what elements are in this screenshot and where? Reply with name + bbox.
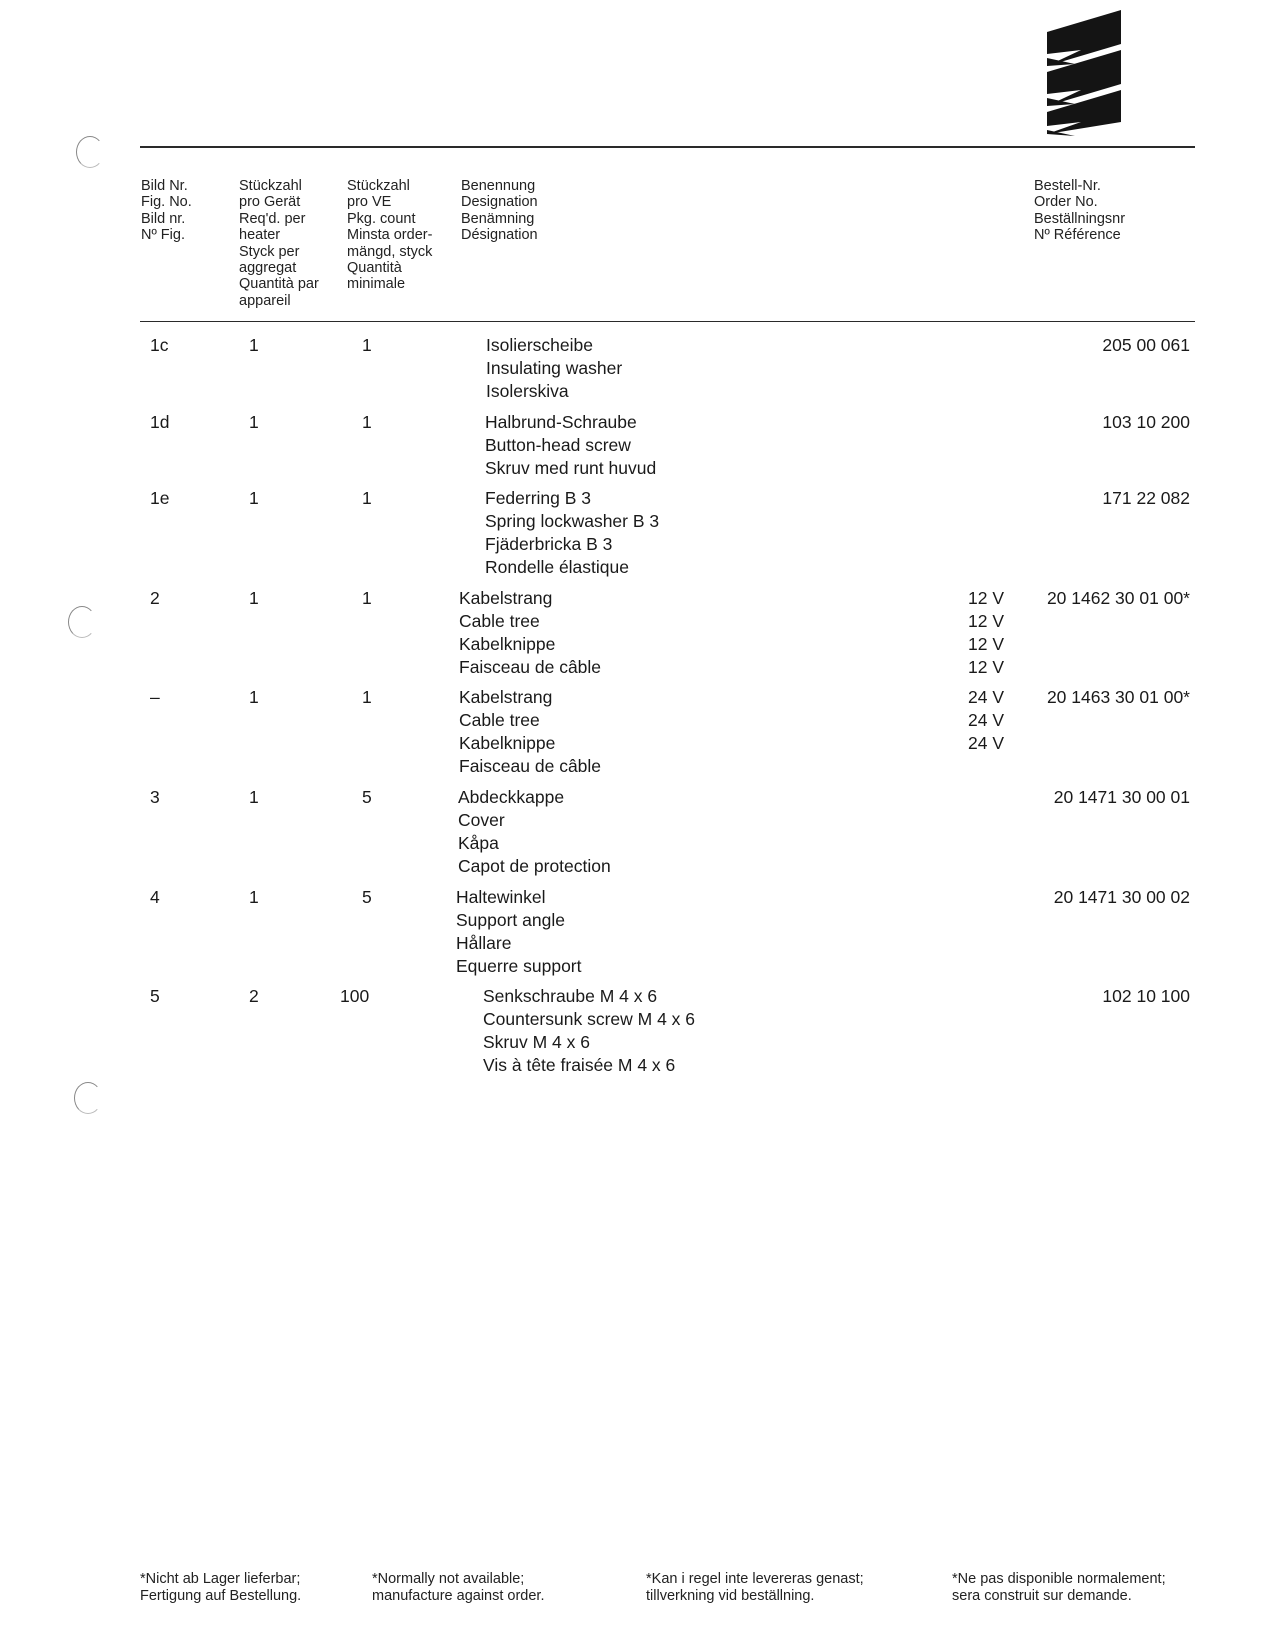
designation-line: Halbrund-Schraube	[485, 412, 637, 432]
footnote-line: manufacture against order.	[372, 1588, 545, 1604]
required-quantity: 1	[249, 488, 259, 508]
footnote-line: *Kan i regel inte levereras genast;	[646, 1571, 864, 1587]
designation-line: Isolierscheibe	[486, 335, 593, 355]
designation-line: Isolerskiva	[486, 381, 569, 401]
header-line: minimale	[347, 276, 406, 293]
designation-cell	[483, 985, 695, 1077]
header-line: mängd, styck	[347, 243, 433, 260]
header-line: Req'd. per	[239, 210, 306, 227]
header-line: appareil	[239, 292, 291, 309]
designation-cell	[456, 886, 582, 978]
designation-cell	[485, 487, 659, 579]
fig-number: 1d	[150, 412, 170, 432]
designation-line: Cable tree	[459, 710, 540, 730]
punch-hole-mark	[68, 606, 96, 638]
designation-line: Federring B 3	[485, 488, 592, 508]
header-line: Nº Fig.	[141, 227, 185, 244]
header-line: Stückzahl	[347, 178, 410, 194]
header-line: Minsta order-	[347, 227, 433, 244]
package-count: 100	[340, 986, 370, 1006]
header-top-rule	[140, 146, 1195, 148]
required-quantity: 1	[249, 787, 259, 807]
voltage-line: 12 V	[968, 611, 1004, 631]
required-quantity: 1	[249, 687, 259, 707]
footnote-swedish	[646, 1571, 864, 1605]
package-count: 5	[362, 787, 372, 807]
voltage-line: 12 V	[968, 634, 1004, 654]
required-quantity: 1	[249, 412, 259, 432]
voltage-line: 24 V	[968, 687, 1004, 707]
voltage-line: 12 V	[968, 657, 1004, 677]
designation-line: Kabelstrang	[459, 588, 553, 608]
designation-line: Haltewinkel	[456, 887, 546, 907]
header-line: Benämning	[461, 210, 535, 227]
header-line: Désignation	[461, 227, 538, 244]
header-package-count	[347, 178, 432, 293]
designation-cell	[486, 334, 622, 403]
designation-line: Capot de protection	[458, 856, 611, 876]
required-quantity: 1	[249, 887, 259, 907]
designation-line: Vis à tête fraisée M 4 x 6	[483, 1055, 676, 1075]
header-line: Styck per	[239, 243, 300, 260]
fig-number: 5	[150, 986, 160, 1006]
voltage-line: 24 V	[968, 710, 1004, 730]
package-count: 1	[362, 335, 372, 355]
footnote-line: Fertigung auf Bestellung.	[140, 1588, 302, 1604]
fig-number: –	[150, 687, 160, 707]
voltage-line: 24 V	[968, 733, 1004, 753]
header-line: Bild nr.	[141, 210, 186, 227]
header-line: heater	[239, 227, 281, 244]
order-number: 20 1471 30 00 01	[1053, 787, 1190, 807]
designation-line: Skruv M 4 x 6	[483, 1032, 590, 1052]
footnote-line: sera construit sur demande.	[952, 1588, 1132, 1604]
header-line: Stückzahl	[239, 178, 302, 194]
package-count: 1	[362, 488, 372, 508]
footnote-german	[140, 1571, 301, 1605]
punch-hole-mark	[74, 1082, 102, 1114]
designation-line: Countersunk screw M 4 x 6	[483, 1009, 696, 1029]
required-quantity: 1	[249, 335, 259, 355]
fig-number: 1c	[150, 335, 169, 355]
footnote-line: *Nicht ab Lager lieferbar;	[140, 1571, 301, 1587]
designation-cell	[459, 686, 601, 778]
header-required-per-heater	[239, 178, 319, 309]
designation-line: Button-head screw	[485, 435, 631, 455]
order-number: 205 00 061	[1102, 335, 1190, 355]
header-line: Order No.	[1034, 194, 1098, 211]
designation-line: Support angle	[456, 910, 565, 930]
header-line: Bestell-Nr.	[1034, 178, 1101, 194]
header-line: Nº Référence	[1034, 227, 1121, 244]
header-fig-number	[141, 178, 192, 244]
designation-line: Cover	[458, 810, 505, 830]
required-quantity: 2	[249, 986, 259, 1006]
designation-cell	[459, 587, 601, 679]
package-count: 1	[362, 588, 372, 608]
order-number: 102 10 100	[1102, 986, 1190, 1006]
designation-cell	[458, 786, 611, 878]
voltage-cell	[968, 587, 1004, 679]
header-line: Bild Nr.	[141, 178, 188, 194]
voltage-cell	[968, 686, 1004, 755]
fig-number: 3	[150, 787, 160, 807]
header-line: Quantità	[347, 260, 402, 277]
header-bottom-rule	[140, 321, 1195, 322]
brand-logo	[1045, 10, 1123, 136]
header-order-number	[1034, 178, 1125, 244]
designation-line: Spring lockwasher B 3	[485, 511, 660, 531]
header-line: Fig. No.	[141, 194, 192, 211]
package-count: 5	[362, 887, 372, 907]
voltage-line: 12 V	[968, 588, 1004, 608]
punch-hole-mark	[76, 136, 104, 168]
package-count: 1	[362, 687, 372, 707]
designation-line: Faisceau de câble	[459, 756, 602, 776]
header-line: pro VE	[347, 194, 392, 211]
designation-line: Kabelknippe	[459, 634, 556, 654]
order-number: 103 10 200	[1102, 412, 1190, 432]
footnote-english	[372, 1571, 545, 1605]
designation-line: Cable tree	[459, 611, 540, 631]
designation-line: Kåpa	[458, 833, 499, 853]
designation-line: Kabelknippe	[459, 733, 556, 753]
footnote-line: *Normally not available;	[372, 1571, 525, 1587]
header-line: pro Gerät	[239, 194, 301, 211]
designation-line: Insulating washer	[486, 358, 623, 378]
order-number: 20 1463 30 01 00*	[1046, 687, 1190, 707]
fig-number: 4	[150, 887, 160, 907]
designation-line: Abdeckkappe	[458, 787, 565, 807]
header-line: Beställningsnr	[1034, 210, 1126, 227]
header-line: Pkg. count	[347, 210, 416, 227]
order-number: 20 1471 30 00 02	[1053, 887, 1190, 907]
footnote-line: *Ne pas disponible normalement;	[952, 1571, 1166, 1587]
designation-line: Rondelle élastique	[485, 557, 629, 577]
header-line: aggregat	[239, 260, 297, 277]
fig-number: 2	[150, 588, 160, 608]
designation-line: Equerre support	[456, 956, 582, 976]
fig-number: 1e	[150, 488, 170, 508]
package-count: 1	[362, 412, 372, 432]
header-line: Quantità par	[239, 276, 319, 293]
header-line: Designation	[461, 194, 538, 211]
designation-line: Kabelstrang	[459, 687, 553, 707]
required-quantity: 1	[249, 588, 259, 608]
footnote-french	[952, 1571, 1166, 1605]
designation-line: Hållare	[456, 933, 512, 953]
footnote-line: tillverkning vid beställning.	[646, 1588, 815, 1604]
designation-line: Fjäderbricka B 3	[485, 534, 613, 554]
designation-line: Senkschraube M 4 x 6	[483, 986, 658, 1006]
designation-line: Skruv med runt huvud	[485, 458, 657, 478]
order-number: 171 22 082	[1102, 488, 1190, 508]
header-line: Benennung	[461, 178, 536, 194]
designation-line: Faisceau de câble	[459, 657, 602, 677]
designation-cell	[485, 411, 656, 480]
order-number: 20 1462 30 01 00*	[1046, 588, 1190, 608]
header-designation	[461, 178, 538, 244]
